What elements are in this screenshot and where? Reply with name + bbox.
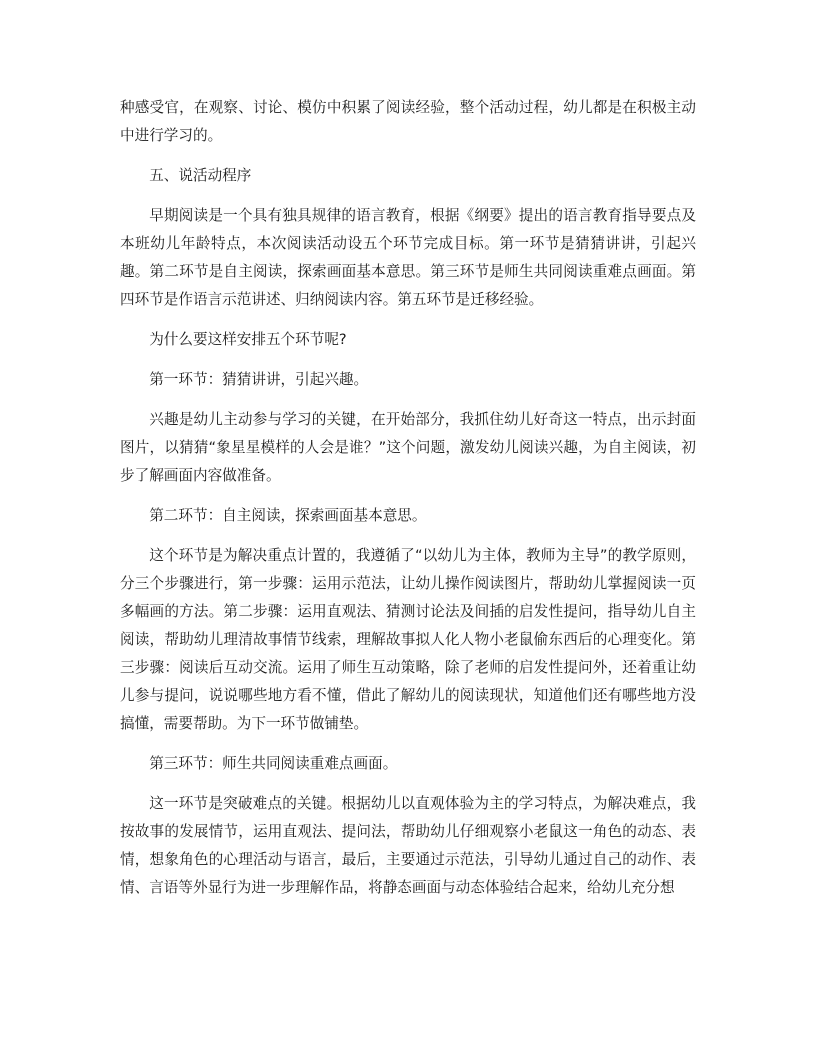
paragraph-question: 为什么要这样安排五个环节呢? [149,331,347,348]
paragraph-step-2: 这个环节是为解决重点计置的，我遵循了“以幼儿为主体，教师为主导”的教学原则，分三个步骤进行，第一步骤：运用示范法，让幼儿操作阅读图片，帮助幼儿掌握阅读一页多幅画的方法。第二步骤：运用直观法、猜测讨论法及间插的启发性提问，指导幼儿自主阅读，帮助幼儿理清故事情节线索，理解故事拟人化人物小老鼠偷东西后的心理变化。第三步骤：阅读后互动交流。运用了师生互动策略，除了老师的启发性提问外，还着重让幼儿参与提问，说说哪些地方看不懂，借此了解幼儿的阅读现状，知道他们还有哪些地方没搞懂，需要帮助。为下一环节做铺垫。 [120,547,696,732]
section-heading: 五、说活动程序 [149,167,252,184]
paragraph-intro: 早期阅读是一个具有独具规律的语言教育，根据《纲要》提出的语言教育指导要点及本班幼儿年龄特点，本次阅读活动设五个环节完成目标。第一环节是猜猜讲讲，引起兴趣。第二环节是自主阅读，探索画面基本意思。第三环节是师生共同阅读重难点画面。第四环节是作语言示范讲述、归纳阅读内容。第五环节是迁移经验。 [120,207,696,308]
document-body [120,94,696,914]
paragraph-step-1: 兴趣是幼儿主动参与学习的关键，在开始部分，我抓住幼儿好奇这一特点，出示封面图片，以猜猜“象星星模样的人会是谁？”这个问题，激发幼儿阅读兴趣，为自主阅读，初步了解画面内容做准备。 [120,411,696,484]
paragraph-continuation: 种感受官，在观察、讨论、模仿中积累了阅读经验，整个活动过程，幼儿都是在积极主动中进行学习的。 [120,99,696,144]
step-heading-2: 第二环节：自主阅读，探索画面基本意思。 [149,507,427,524]
step-heading-3: 第三环节：师生共同阅读重难点画面。 [149,755,398,772]
step-heading-1: 第一环节：猜猜讲讲，引起兴趣。 [149,371,369,388]
paragraph-step-3: 这一环节是突破难点的关键。根据幼儿以直观体验为主的学习特点，为解决难点，我按故事的发展情节，运用直观法、提问法，帮助幼儿仔细观察小老鼠这一角色的动态、表情，想象角色的心理活动与语言，最后，主要通过示范法，引导幼儿通过自己的动作、表情、言语等外显行为进一步理解作品，将静态画面与动态体验结合起来，给幼儿充分想 [120,795,696,896]
